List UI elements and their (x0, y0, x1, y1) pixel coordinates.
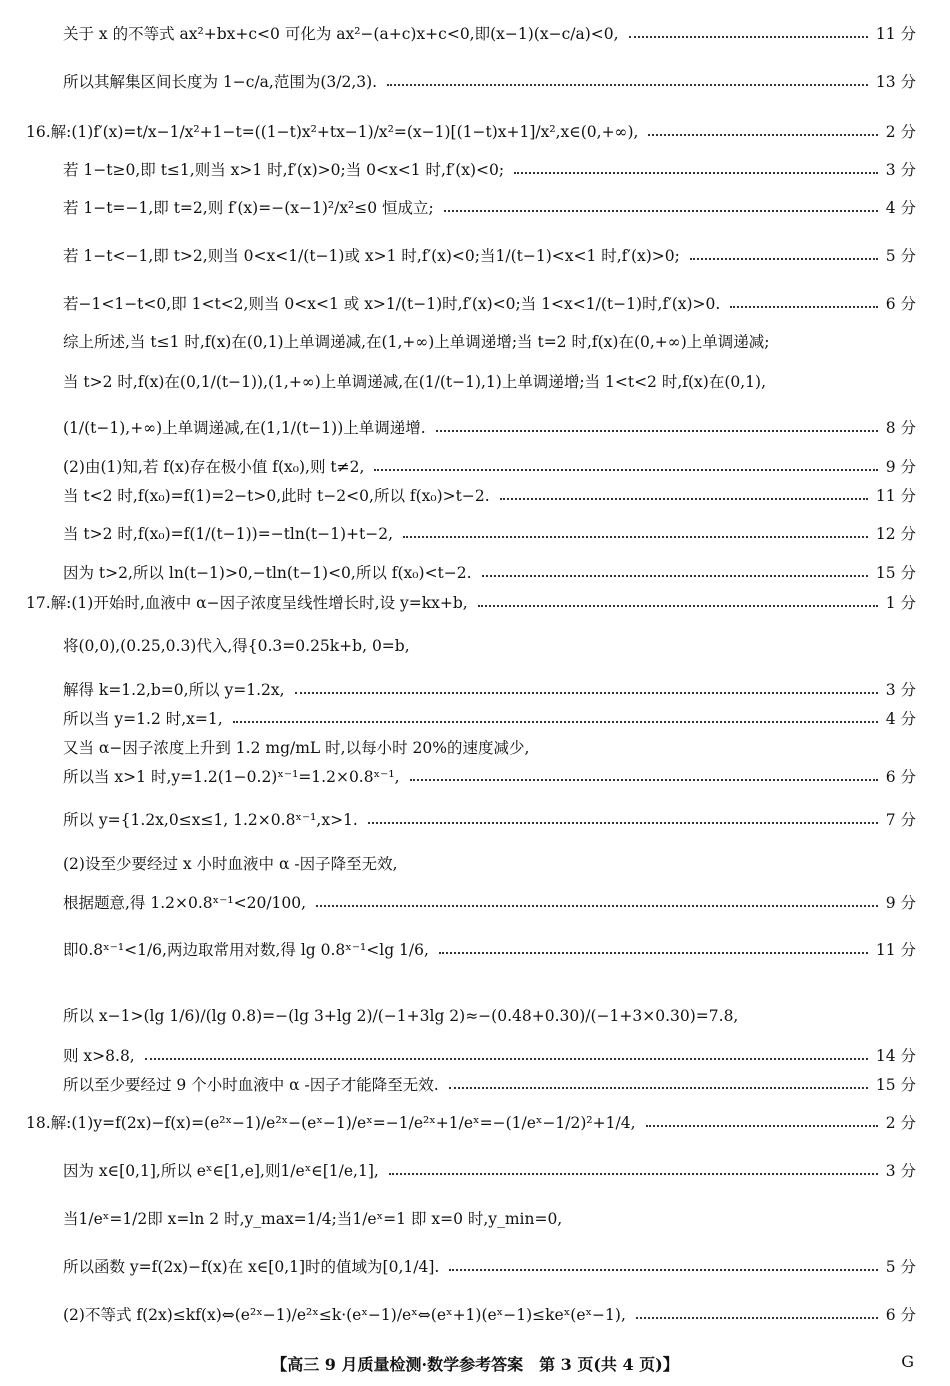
answer-line (63, 1040, 916, 1070)
answer-line (63, 674, 916, 704)
line-text: 18.解:(1)y=f(2x)−f(x)=(e²ˣ−1)/e²ˣ−(eˣ−1)/eˣ=−1/e²ˣ+1/eˣ=−(1/eˣ−1/2)²+1/4, (26, 1114, 636, 1132)
line-text: 又当 α−因子浓度上升到 1.2 mg/mL 时,以每小时 20%的速度减少, (63, 739, 530, 757)
line-text: 综上所述,当 t≤1 时,f(x)在(0,1)上单调递减,在(1,+∞)上单调递增;当 t=2 时,f(x)在(0,+∞)上单调递减; (63, 333, 770, 351)
line-text: 将(0,0),(0.25,0.3)代入,得{0.3=0.25k+b, 0=b, (63, 637, 410, 655)
score: 3 分 (885, 161, 916, 179)
answer-line (63, 732, 916, 762)
score: 5 分 (885, 247, 916, 265)
line-text: 关于 x 的不等式 ax²+bx+c<0 可化为 ax²−(a+c)x+c<0,即(x−1)(x−c/a)<0, (63, 25, 619, 43)
line-text: 即0.8ˣ⁻¹<1/6,两边取常用对数,得 lg 0.8ˣ⁻¹<lg 1/6, (63, 941, 429, 959)
answer-line (63, 240, 916, 270)
line-text: 当 t>2 时,f(x₀)=f(1/(t−1))=−tln(t−1)+t−2, (63, 525, 394, 543)
score: 11 分 (875, 941, 916, 959)
answer-line (26, 1107, 916, 1137)
answer-line (63, 1299, 916, 1329)
line-text: 解得 k=1.2,b=0,所以 y=1.2x, (63, 681, 285, 699)
answer-line (26, 587, 916, 617)
answer-line (63, 1203, 916, 1233)
line-text: 所以 x−1>(lg 1/6)/(lg 0.8)=−(lg 3+lg 2)/(−1+3lg 2)≈−(0.48+0.30)/(−1+3×0.30)=7.8, (63, 1007, 739, 1025)
answer-line (63, 18, 916, 48)
line-text: 所以函数 y=f(2x)−f(x)在 x∈[0,1]时的值域为[0,1/4]. (63, 1258, 440, 1276)
score: 7 分 (885, 811, 916, 829)
score: 6 分 (885, 768, 916, 786)
score: 15 分 (875, 564, 916, 582)
answer-line (63, 761, 916, 791)
score: 4 分 (885, 710, 916, 728)
score: 9 分 (885, 458, 916, 476)
answer-line (63, 412, 916, 442)
line-text: 所以当 y=1.2 时,x=1, (63, 710, 223, 728)
score: 6 分 (885, 295, 916, 313)
answer-line (63, 451, 916, 481)
line-text: 所以当 x>1 时,y=1.2(1−0.2)ˣ⁻¹=1.2×0.8ˣ⁻¹, (63, 768, 400, 786)
answer-line (63, 848, 916, 878)
line-text: 因为 x∈[0,1],所以 eˣ∈[1,e],则1/eˣ∈[1/e,1], (63, 1162, 379, 1180)
line-text: 16.解:(1)f′(x)=t/x−1/x²+1−t=((1−t)x²+tx−1)/x²=(x−1)[(1−t)x+1]/x²,x∈(0,+∞), (26, 123, 639, 141)
answer-line (26, 116, 916, 146)
answer-line (63, 154, 916, 184)
score: 8 分 (885, 419, 916, 437)
line-text: (2)设至少要经过 x 小时血液中 α -因子降至无效, (63, 855, 398, 873)
line-text: 当1/eˣ=1/2即 x=ln 2 时,y_max=1/4;当1/eˣ=1 即 x=0 时,y_min=0, (63, 1210, 563, 1228)
answer-line (63, 66, 916, 96)
line-text: 根据题意,得 1.2×0.8ˣ⁻¹<20/100, (63, 894, 307, 912)
version-mark: G (901, 1352, 914, 1371)
answer-line (63, 366, 916, 396)
score: 1 分 (885, 594, 916, 612)
line-text: 因为 t>2,所以 ln(t−1)>0,−tln(t−1)<0,所以 f(x₀)<t−2. (63, 564, 472, 582)
line-text: 所以至少要经过 9 个小时血液中 α -因子才能降至无效. (63, 1076, 439, 1094)
line-text: 若 1−t=−1,即 t=2,则 f′(x)=−(x−1)²/x²≤0 恒成立; (63, 199, 434, 217)
score: 15 分 (875, 1076, 916, 1094)
line-text: 若−1<1−t<0,即 1<t<2,则当 0<x<1 或 x>1/(t−1)时,f′(x)<0;当 1<x<1/(t−1)时,f′(x)>0. (63, 295, 721, 313)
answer-line (63, 887, 916, 917)
answer-line (63, 804, 916, 834)
score: 11 分 (875, 25, 916, 43)
answer-line (63, 1155, 916, 1185)
answer-line (63, 630, 916, 660)
line-text: 17.解:(1)开始时,血液中 α−因子浓度呈线性增长时,设 y=kx+b, (26, 594, 468, 612)
score: 3 分 (885, 681, 916, 699)
page-footer: 【高三 9 月质量检测·数学参考答案 第 3 页(共 4 页)】 (271, 1355, 679, 1374)
answer-line (63, 557, 916, 587)
answer-line (63, 192, 916, 222)
answer-line (63, 1000, 916, 1030)
score: 2 分 (885, 123, 916, 141)
answer-line (63, 703, 916, 733)
answer-line (63, 326, 916, 356)
line-text: (1/(t−1),+∞)上单调递减,在(1,1/(t−1))上单调递增. (63, 419, 426, 437)
line-text: 则 x>8.8, (63, 1047, 135, 1065)
line-text: 若 1−t<−1,即 t>2,则当 0<x<1/(t−1)或 x>1 时,f′(x)<0;当1/(t−1)<x<1 时,f′(x)>0; (63, 247, 680, 265)
score: 3 分 (885, 1162, 916, 1180)
answer-line (63, 1069, 916, 1099)
line-text: (2)由(1)知,若 f(x)存在极小值 f(x₀),则 t≠2, (63, 458, 365, 476)
line-text: 若 1−t≥0,即 t≤1,则当 x>1 时,f′(x)>0;当 0<x<1 时,f′(x)<0; (63, 161, 505, 179)
score: 4 分 (885, 199, 916, 217)
score: 6 分 (885, 1306, 916, 1324)
score: 2 分 (885, 1114, 916, 1132)
score: 13 分 (875, 73, 916, 91)
answer-line (63, 518, 916, 548)
line-text: 当 t>2 时,f(x)在(0,1/(t−1)),(1,+∞)上单调递减,在(1/(t−1),1)上单调递增;当 1<t<2 时,f(x)在(0,1), (63, 373, 767, 391)
answer-line (63, 288, 916, 318)
line-text: 所以 y={1.2x,0≤x≤1, 1.2×0.8ˣ⁻¹,x>1. (63, 811, 358, 829)
score: 9 分 (885, 894, 916, 912)
line-text: 当 t<2 时,f(x₀)=f(1)=2−t>0,此时 t−2<0,所以 f(x₀)>t−2. (63, 487, 490, 505)
answer-line (63, 480, 916, 510)
answer-line (63, 934, 916, 964)
answer-line (63, 1251, 916, 1281)
line-text: 所以其解集区间长度为 1−c/a,范围为(3/2,3). (63, 73, 378, 91)
score: 14 分 (875, 1047, 916, 1065)
score: 12 分 (875, 525, 916, 543)
score: 5 分 (885, 1258, 916, 1276)
line-text: (2)不等式 f(2x)≤kf(x)⇔(e²ˣ−1)/e²ˣ≤k·(eˣ−1)/eˣ⇔(eˣ+1)(eˣ−1)≤keˣ(eˣ−1), (63, 1306, 626, 1324)
score: 11 分 (875, 487, 916, 505)
